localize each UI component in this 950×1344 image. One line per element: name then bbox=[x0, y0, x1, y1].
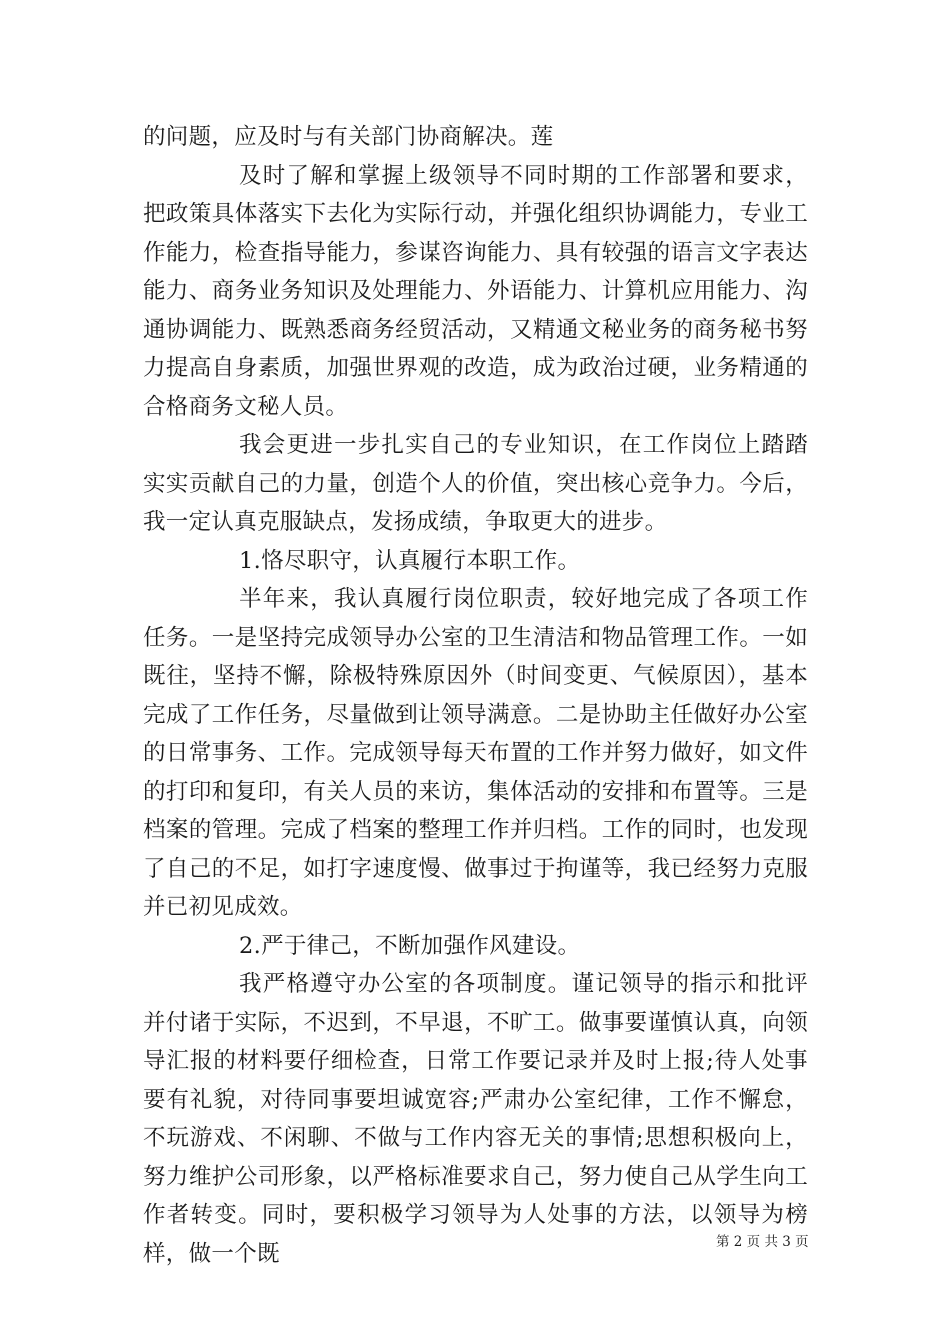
paragraph-duties: 半年来，我认真履行岗位职责，较好地完成了各项工作任务。一是坚持完成领导办公室的卫生清洁和物品管理工作。一如既往，坚持不懈，除极特殊原因外（时间变更、气候原因），基本完成了工作任务，尽量做到让领导满意。二是协助主任做好办公室的日常事务、工作。完成领导每天布置的工作并努力做好，如文件的打印和复印，有关人员的来访，集体活动的安排和布置等。三是档案的管理。完成了档案的整理工作并归档。工作的同时，也发现了自己的不足，如打字速度慢、做事过于拘谨等，我已经努力克服并已初见成效。 bbox=[143, 586, 808, 920]
paragraph-continuation: 的问题，应及时与有关部门协商解决。莲 bbox=[143, 124, 554, 150]
paragraph-policy: 及时了解和掌握上级领导不同时期的工作部署和要求，把政策具体落实下去化为实际行动，并强化组织协调能力，专业工作能力，检查指导能力，参谋咨询能力、具有较强的语言文字表达能力、商务业务知识及处理能力、外语能力、计算机应用能力、沟通协调能力、既熟悉商务经贸活动，又精通文秘业务的商务秘书努力提高自身素质，加强世界观的改造，成为政治过硬，业务精通的合格商务文秘人员。 bbox=[143, 162, 808, 420]
section-heading-1: 1.恪尽职守，认真履行本职工作。 bbox=[239, 547, 581, 574]
document-body bbox=[143, 118, 808, 1273]
paragraph-discipline: 我严格遵守办公室的各项制度。谨记领导的指示和批评并付诸于实际，不迟到，不早退，不旷工。做事要谨慎认真，向领导汇报的材料要仔细检查，日常工作要记录并及时上报;待人处事要有礼貌，对待同事要坦诚宽容;严肃办公室纪律，工作不懈怠，不玩游戏、不闲聊、不做与工作内容无关的事情;思想积极向上，努力维护公司形象，以严格标准要求自己，努力使自己从学生向工作者转变。同时，要积极学习领导为人处事的方法，以领导为榜样，做一个既 bbox=[143, 971, 808, 1267]
section-heading-2: 2.严于律己，不断加强作风建设。 bbox=[239, 932, 581, 959]
paragraph-commitment: 我会更进一步扎实自己的专业知识，在工作岗位上踏踏实实贡献自己的力量，创造个人的价值，突出核心竞争力。今后，我一定认真克服缺点，发扬成绩，争取更大的进步。 bbox=[143, 432, 808, 535]
page-number: 第 2 页 共 3 页 bbox=[716, 1234, 809, 1250]
